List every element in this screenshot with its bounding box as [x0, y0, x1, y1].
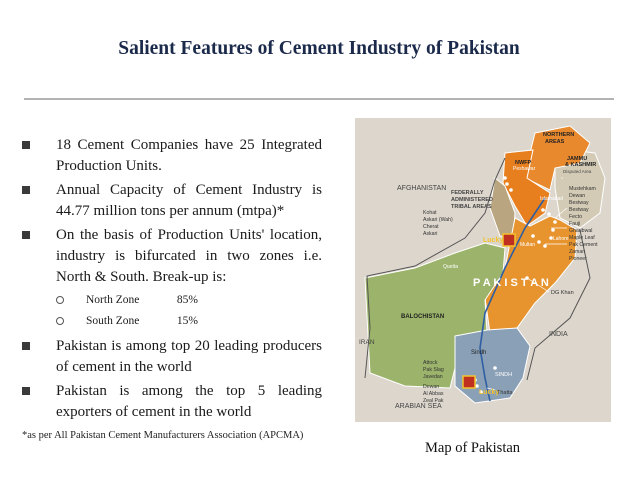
lucky-south-label: Lucky — [479, 389, 500, 396]
jk-label-1: JAMMU — [567, 156, 588, 162]
zone-name: North Zone — [86, 294, 140, 306]
sindh-label: Sindh — [471, 350, 487, 356]
northern-areas-label-2: AREAS — [545, 139, 565, 145]
south-plant-label: Pak Slag — [423, 367, 444, 373]
square-bullet-icon — [22, 231, 30, 239]
feature-item — [22, 225, 322, 332]
south-plant-label: Zeal Pak — [423, 398, 444, 404]
south-plant-label: Attock — [423, 360, 438, 366]
west-plant-label: Askari — [423, 231, 438, 237]
fata-label-3: TRIBAL AREAS — [451, 204, 492, 210]
feature-item — [22, 336, 322, 378]
east-plant-label: Bestway — [569, 200, 589, 206]
square-bullet-icon — [22, 186, 30, 194]
feature-text: Pakistan is among the top 5 leading exporters of cement in the world — [56, 383, 322, 420]
east-plant-label: Zaman — [569, 249, 586, 255]
pakistan-map — [355, 118, 611, 422]
square-bullet-icon — [22, 141, 30, 149]
feature-text: Annual Capacity of Cement Industry is 44.77 million tons per annum (mtpa)* — [56, 182, 322, 219]
west-plant-label: Askari (Wah) — [423, 217, 453, 223]
feature-text: Pakistan is among top 20 leading producers of cement in the world — [56, 338, 322, 375]
east-plant-label: Dewan — [569, 193, 586, 199]
zone-item — [56, 290, 322, 311]
east-plant-label: Bestway — [569, 207, 589, 213]
map-caption: Map of Pakistan — [425, 440, 521, 456]
arabian-sea-label: ARABIAN SEA — [395, 403, 442, 410]
lucky-north-label: Lucky — [483, 237, 504, 244]
northern-areas-label-1: NORTHERN — [543, 132, 575, 138]
east-plant-label: Mustehkam — [569, 186, 596, 192]
east-plant-label: Pioneer — [569, 256, 587, 262]
fata-label-2: ADMINISTERED — [451, 197, 493, 203]
south-plant-label: Javedan — [423, 374, 443, 380]
feature-text: 18 Cement Companies have 25 Integrated Production Units. — [56, 137, 322, 174]
zone-name: South Zone — [86, 315, 140, 327]
hyderabad-label: SINDH — [495, 372, 513, 378]
lucky-south-marker — [463, 376, 475, 388]
jk-label-2: & KASHMIR — [565, 162, 597, 168]
south-plant-label: Al Abbas — [423, 391, 444, 397]
square-bullet-icon — [22, 342, 30, 350]
iran-label: IRAN — [359, 339, 375, 346]
slide-title: Salient Features of Cement Industry of Pakistan — [118, 38, 520, 59]
jk-label-3: Disputed Area — [563, 169, 592, 174]
feature-text: On the basis of Production Units' location, industry is bifurcated in two zones i.e. North & South. Break-up is: — [56, 227, 322, 285]
east-plant-label: Maple Leaf — [569, 235, 595, 241]
circle-bullet-icon — [56, 296, 64, 304]
multan-label: Multan — [520, 242, 536, 248]
dgkhan-label: DG Khan — [551, 290, 574, 296]
quetta-label: Quetta — [443, 264, 459, 270]
west-plant-label: Kohat — [423, 210, 437, 216]
south-plant-label: Dewan — [423, 384, 440, 390]
east-plant-label: Fecto — [569, 214, 582, 220]
east-plant-label: Fauji — [569, 221, 581, 227]
pakistan-label: P A K I S T A N — [473, 277, 549, 289]
west-plants-list — [423, 210, 453, 237]
india-label: INDIA — [549, 331, 568, 338]
feature-item — [22, 180, 322, 222]
zone-item — [56, 311, 322, 332]
peshawar-label: Peshawar — [513, 166, 536, 172]
zone-breakup-list — [56, 290, 322, 332]
circle-bullet-icon — [56, 317, 64, 325]
title-divider — [24, 98, 614, 100]
balochistan-label: BALOCHISTAN — [401, 314, 445, 320]
map-svg — [355, 118, 611, 422]
islamabad-label: Islamabad — [540, 196, 564, 202]
zone-share: 15% — [176, 315, 198, 327]
lucky-north-marker — [503, 234, 515, 246]
footnote: *as per All Pakistan Cement Manufacturers Association (APCMA) — [22, 430, 304, 441]
lahore-label: Lahore — [553, 236, 569, 242]
square-bullet-icon — [22, 387, 30, 395]
afghanistan-label: AFGHANISTAN — [397, 185, 447, 192]
feature-item — [22, 135, 322, 177]
feature-item — [22, 381, 322, 423]
east-plant-label: Pak Cement — [569, 242, 598, 248]
zone-share: 85% — [176, 294, 198, 306]
west-plant-label: Cherat — [423, 224, 439, 230]
east-plant-label: Gharibwal — [569, 228, 593, 234]
nwfp-label: NWFP — [515, 160, 532, 166]
features-list — [22, 135, 322, 426]
fata-label-1: FEDERALLY — [451, 190, 484, 196]
thatta-label: Thatta — [497, 390, 513, 396]
